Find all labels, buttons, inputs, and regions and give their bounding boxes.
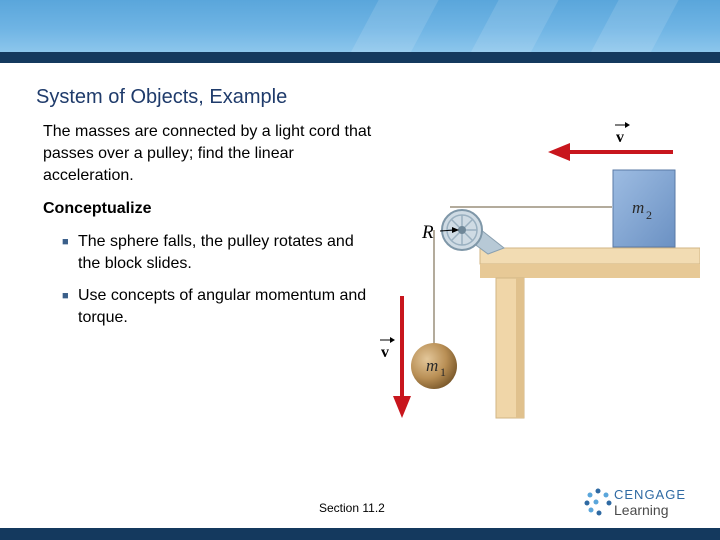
section-heading: Conceptualize bbox=[43, 200, 152, 217]
banner-streak bbox=[571, 0, 689, 52]
pulley-system-figure bbox=[370, 110, 700, 430]
pulley-radius-label: R bbox=[422, 222, 434, 243]
down-velocity-label bbox=[380, 337, 395, 361]
cengage-logo bbox=[582, 486, 692, 520]
svg-text:v: v bbox=[616, 129, 624, 146]
square-bullet-icon: ■ bbox=[62, 290, 69, 302]
slide-title: System of Objects, Example bbox=[36, 86, 288, 108]
banner-streak bbox=[451, 0, 569, 52]
section-footer: Section 11.2 bbox=[319, 501, 385, 515]
sphere-subscript: 1 bbox=[440, 365, 446, 379]
table bbox=[480, 248, 700, 418]
block-subscript: 2 bbox=[646, 208, 652, 222]
down-velocity-arrow bbox=[393, 296, 411, 418]
top-banner bbox=[0, 0, 720, 52]
banner-streak bbox=[331, 0, 449, 52]
logo-dots-icon bbox=[584, 488, 612, 516]
square-bullet-icon: ■ bbox=[62, 236, 69, 248]
block-label: m bbox=[632, 198, 645, 217]
svg-text:v: v bbox=[381, 344, 389, 361]
bullet-item bbox=[62, 285, 378, 329]
top-bar bbox=[0, 52, 720, 63]
logo-word-learning: Learning bbox=[614, 502, 669, 518]
top-velocity-label bbox=[615, 122, 630, 146]
sphere-label: m bbox=[426, 356, 439, 375]
intro-text: The masses are connected by a light cord that passes over a pulley; find the linear acceleration. bbox=[43, 123, 372, 184]
bullet-item bbox=[62, 231, 378, 275]
bullet-text: The sphere falls, the pulley rotates and the block slides. bbox=[78, 233, 354, 272]
bullet-text: Use concepts of angular momentum and torque. bbox=[78, 287, 367, 326]
block-m2 bbox=[613, 170, 675, 247]
bottom-bar bbox=[0, 528, 720, 540]
top-velocity-arrow bbox=[548, 143, 673, 161]
sphere-m1 bbox=[411, 343, 457, 389]
logo-word-cengage: CENGAGE bbox=[614, 487, 687, 502]
